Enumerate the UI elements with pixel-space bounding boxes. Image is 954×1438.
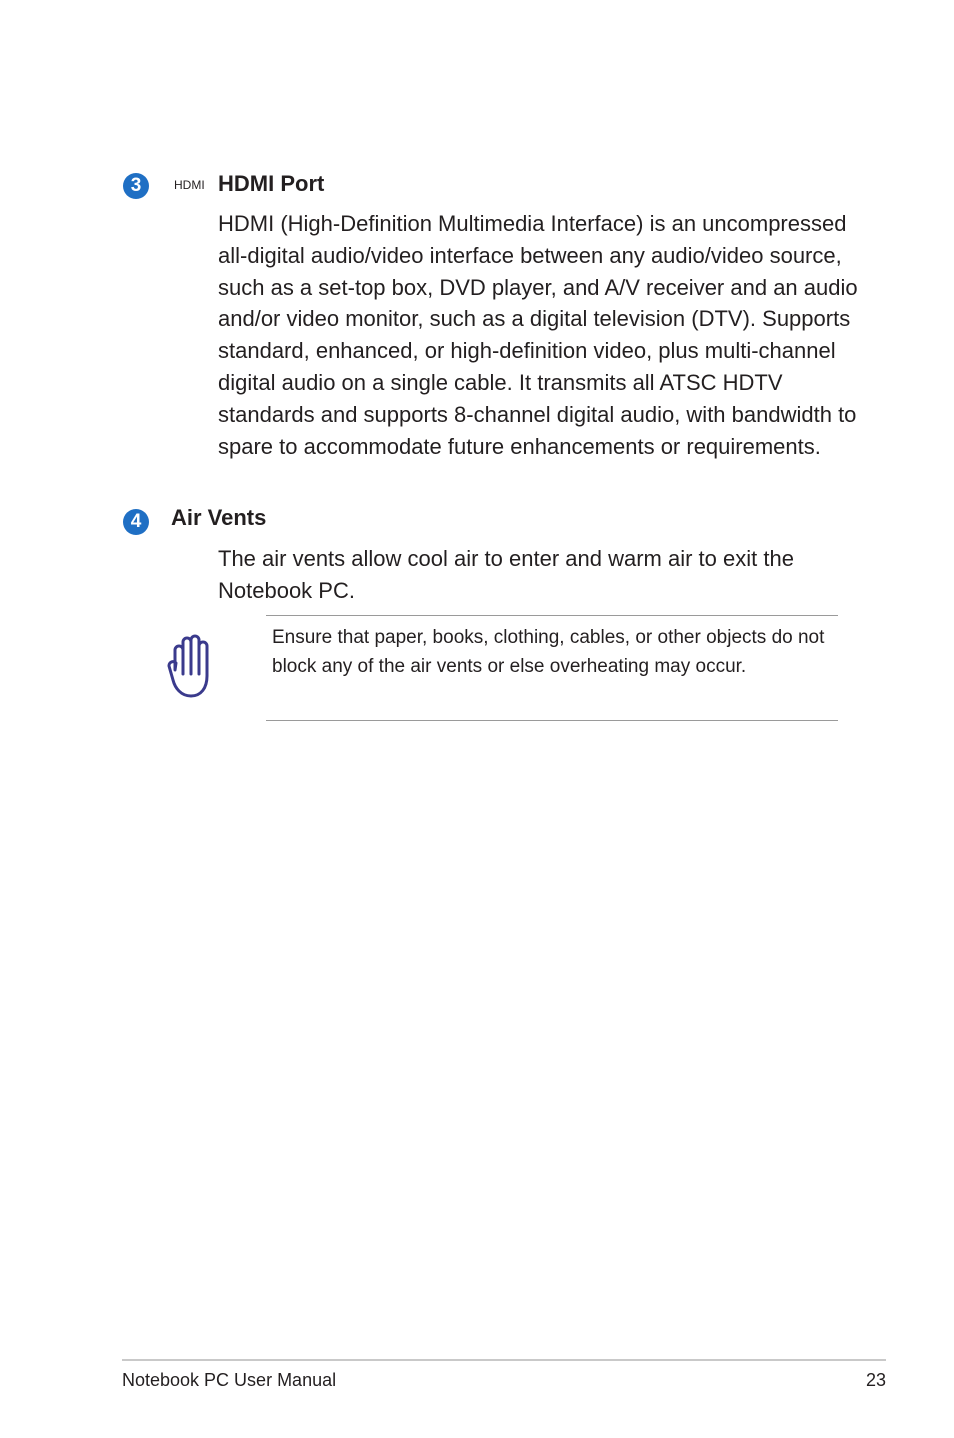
section-body: HDMI (High-Definition Multimedia Interface) is an uncompressed all-digital audio/video interface between any audio/video source, such as a set-top box, DVD player, and A/V receiver and an audio and/or video monitor, such as a digital television (DTV). Supports standard, enhanced, or high-definition video, plus multi-channel digital audio on a single cable. It transmits all ATSC HDTV standards and supports 8-channel digital audio, with bandwidth to spare to accommodate future enhancements or requirements. (218, 211, 858, 459)
footer-title: Notebook PC User Manual (122, 1370, 337, 1390)
footer-divider (122, 1359, 886, 1361)
hdmi-port-icon: HDMI (174, 178, 205, 192)
note-bottom-divider (266, 720, 838, 721)
section-body: The air vents allow cool air to enter and warm air to exit the Notebook PC. (218, 546, 794, 603)
section-number-badge: 4 (123, 509, 149, 535)
section-title: HDMI Port (218, 171, 325, 196)
section-title: Air Vents (171, 505, 267, 530)
hand-stop-icon (163, 630, 219, 700)
section-number-badge: 3 (123, 173, 149, 199)
note-text: Ensure that paper, books, clothing, cables, or other objects do not block any of the air vents or else overheating may occur. (272, 627, 825, 677)
page-number: 23 (865, 1370, 886, 1390)
note-top-divider (266, 615, 838, 616)
